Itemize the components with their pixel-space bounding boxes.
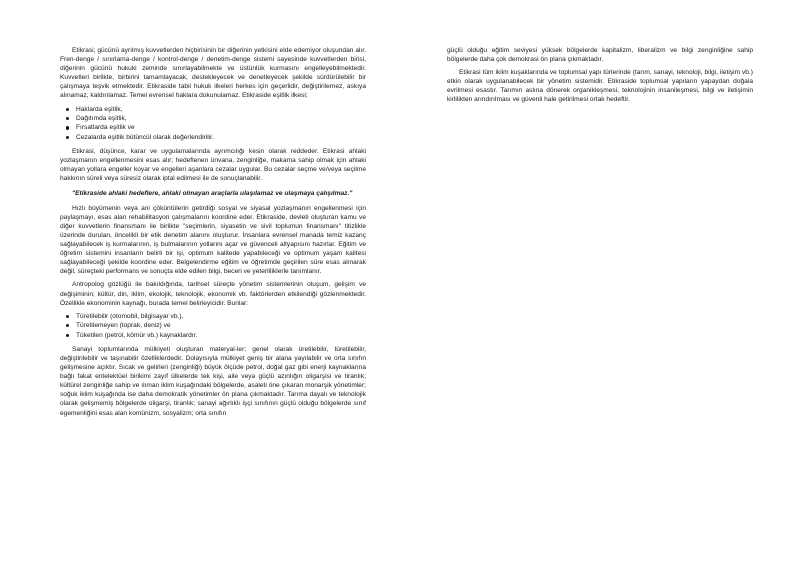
paragraph: güçlü olduğu eğitim seviyesi yüksek bölgelerde kapitalizm, liberalizm ve bilgi zenginliğine sahip bölgelerde daha çok demokrasi ön plana çıkmaktadır.: [447, 47, 753, 64]
paragraph: Etikrasi; gücünü ayrılmış kuvvetlerden hiçbirisinin bir diğerinin yetkisini elde edemiyor oluşundan alır. Fren-denge / sınırlama-denge / kontrol-denge / denetim-denge sistemi sayesinde kuvvetlerden birisi, diğerinin gücünü hukuki zeminde sınırlayabilmekte ve üstünlük kurmasını engelleyebilmektedir. Kuvvetleri birlikte, birbirini tamamlayacak, destekleyecek ve denetleyecek şekilde sürdürülebilir bir çalışmaya teşvik etmektedir. Etikraside tabii hukuk ilkeleri herkes için geçerlidir, değiştirilemez, askıya alınamaz, kaldırılamaz. Temel evrensel haklara dokunulamaz. Etikraside eşitlik ilkesi;: [60, 47, 366, 100]
list-item: Fırsatlarda eşitlik ve: [74, 123, 366, 132]
list-item: Dağıtımda eşitlik,: [74, 114, 366, 123]
paragraph: Antropolog gözlüğü ile bakıldığında, tarihsel süreçte yönetim sistemlerinin oluşum, gelişim ve değişiminin; kültür, din, iklim, ekolojik, teknolojik, ekonomik vb. faktörlerden etkilendiği gözlenmektedir. Özellikle ekonominin kaynağı, burada temel belirleyicidir. Bunlar:: [60, 281, 366, 307]
list-item: Haklarda eşitlik,: [74, 105, 366, 114]
list-item: Tüketilen (petrol, kömür vb.) kaynaklardır.: [74, 331, 366, 340]
right-column: [447, 46, 753, 109]
list-item: Türetilebilir (otomobil, bilgisayar vb.),: [74, 312, 366, 321]
resource-list: [60, 312, 366, 340]
list-item: Cezalarda eşitlik bütüncül olarak değerlendirilir.: [74, 133, 366, 142]
paragraph: Sanayi toplumlarında mülkiyeti oluşturan materyal-ler; genel olarak üretilebilir, türetilebilir, değiştirilebilir ve taşınabilir özelliklerdedir. Dolayısıyla mülkiyet geniş bir alana yayılabilir ve orta sınıfın gelişmesine açıktır. Sıcak ve gelirleri (zenginliği) büyük ölçüde petrol, doğal gaz gibi enerji kaynaklarına bağlı fakat entelektüel birikimi zayıf ülkelerde tek kişi, aile veya güçlü azınlığın oligarşisi ve tiranlık; kültürel zenginliğe sahip ve ılıman iklim kuşağındaki bölgelerde, asaleti öne çıkaran monarşik yönetimler; soğuk iklim kuşağında ise daha demokratik yönetimler ön plana çıkmaktadır. Tarıma dayalı ve teknolojik olarak gelişmemiş bölgelerde oligarşi, tiranlık; sanayi ağırlıklı işçi sınıfının güçlü olduğu bölgelerde sınıf egemenliğini esas alan komünizm, sosyalizm; orta sınıfın: [60, 345, 366, 417]
paragraph: Etikrasi, düşünce, karar ve uygulamalarında ayrımcılığı kesin olarak reddeder. Etikrasi ahlaki yozlaşmanın engellenmesini esas alır; hedeflenen ünvana, zenginliğe, makama sahip olmak için ahlaki olmayan yollara engeller koyar ve engelleri aşanlara cezalar uygular. Bu cezalar seçme ve/veya seçilme hakkının süreli veya süresiz olarak iptal edilmesi ile de sonuçlanabilir.: [60, 148, 366, 183]
paragraph: Hızlı büyümenin veya ani çöküntülerin getirdiği sosyal ve siyasal yozlaşmanın engellenmesi için paylaşmayı, esas alan rehabilitasyon çalışmalarını koordine eder. Etikraside, devleti oluşturan kamu ve diğer kuvvetlerin finansmanı ile birlikte "seçimlerin, siyasetin ve sivil toplumun finansmanı" titizlikle üzerinde durulan, öncelikli bir etik denetim alanını oluşturur. İnsanlara evrensel manada temiz kazanç sağlayabilecek iş kurmalarının, iş bulmalarının yollarını açar ve güvenceli altyapısını hazırlar. Eğitim ve öğretim sistemini insanların belirli bir işi, optimum kalitede yapabileceği ve optimum yaşam kalitesi sağlayabileceği şekilde koordine eder. Belgelendirme eğitim ve öğretimde geçirilen süre esas alınarak değil, süreçteki performans ve sonuçta elde edilen bilgi, beceri ve yeterliliklerle tanımlanır.: [60, 204, 366, 276]
quote: "Etikraside ahlaki hedeflere, ahlaki olmayan araçlarla ulaşılamaz ve ulaşmaya çalışılmaz.": [72, 189, 353, 197]
paragraph: Etikrasi tüm iklim kuşaklarında ve toplumsal yapı türlerinde (tarım, sanayi, teknoloji, bilgi, iletişim vb.) etkin olarak uygulanabilecek bir yönetim sistemidir. Etikraside toplumsal yapıların yapaydan doğala evrilmesi esastır. Tarımın aslına dönerek organikleşmesi, teknolojinin insanileşmesi, bilgi ve iletişimin kirlilikten arındırılması ve güvenli hale getirilmesi ortak hedeftir.: [447, 69, 753, 104]
equality-list: [60, 105, 366, 143]
list-item: Türetilemeyen (toprak, deniz) ve: [74, 321, 366, 330]
left-column: [60, 46, 366, 422]
